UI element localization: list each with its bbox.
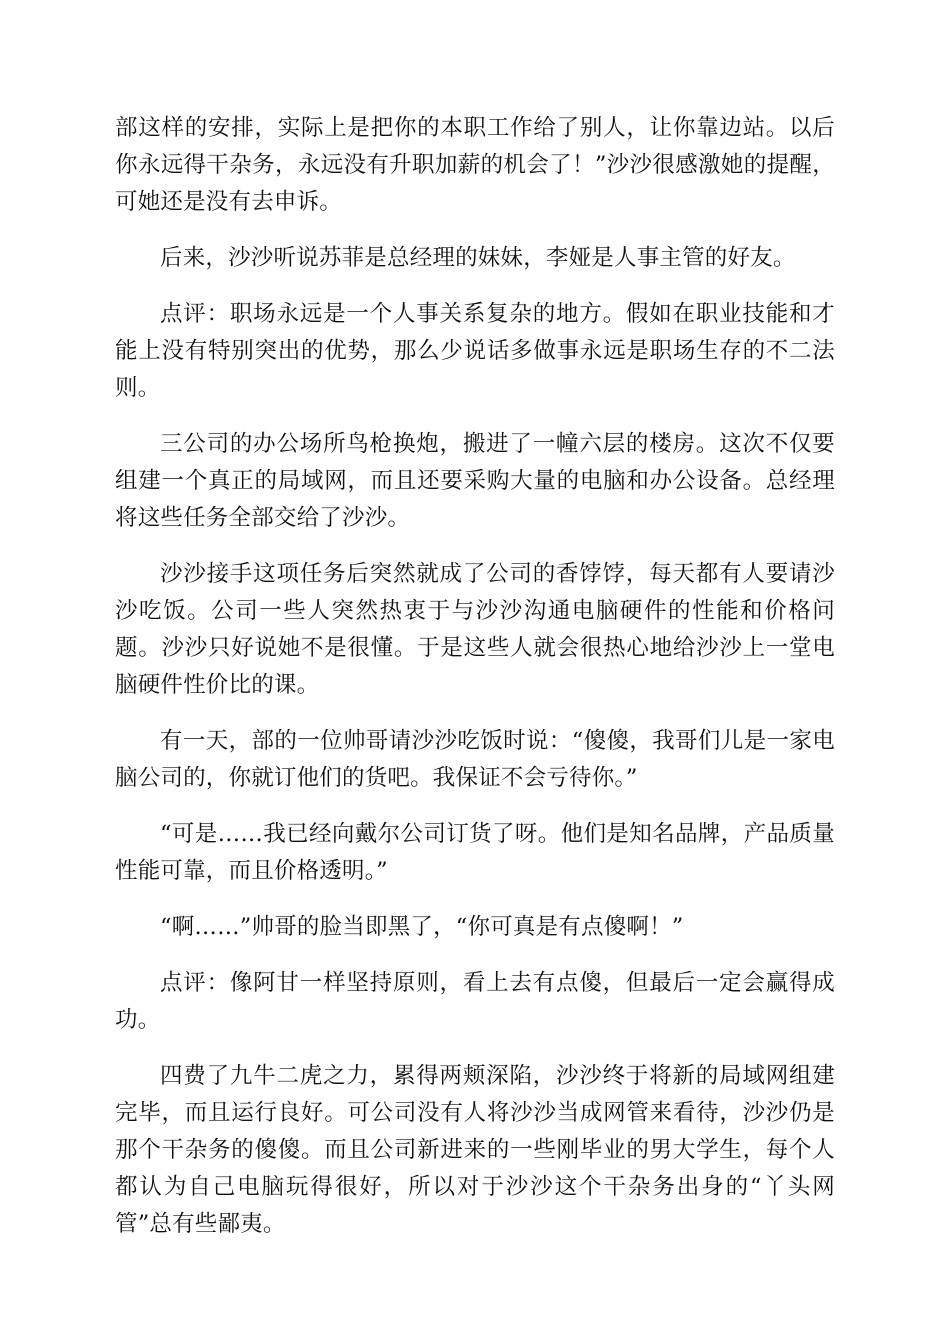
paragraph: 沙沙接手这项任务后突然就成了公司的香饽饽，每天都有人要请沙沙吃饭。公司一些人突然热衷于与沙沙沟通电脑硬件的性能和价格问题。沙沙只好说她不是很懂。于是这些人就会很热心地给沙沙上一堂电脑硬件性价比的课。 xyxy=(115,561,835,698)
paragraph: “可是……我已经向戴尔公司订货了呀。他们是知名品牌，产品质量性能可靠，而且价格透明。” xyxy=(115,821,835,884)
paragraph: 三公司的办公场所鸟枪换炮，搬进了一幢六层的楼房。这次不仅要组建一个真正的局域网，而且还要采购大量的电脑和办公设备。总经理将这些任务全部交给了沙沙。 xyxy=(115,431,835,531)
paragraph: 点评：像阿甘一样坚持原则，看上去有点傻，但最后一定会赢得成功。 xyxy=(115,970,835,1033)
paragraph: 四费了九牛二虎之力，累得两颊深陷，沙沙终于将新的局域网组建完毕，而且运行良好。可公司没有人将沙沙当成网管来看待，沙沙仍是那个干杂务的傻傻。而且公司新进来的一些刚毕业的男大学生，每个人都认为自己电脑玩得很好，所以对于沙沙这个干杂务出身的“丫头网管”总有些鄙夷。 xyxy=(115,1063,835,1237)
paragraph: 点评：职场永远是一个人事关系复杂的地方。假如在职业技能和才能上没有特别突出的优势，那么少说话多做事永远是职场生存的不二法则。 xyxy=(115,301,835,401)
paragraph: 部这样的安排，实际上是把你的本职工作给了别人，让你靠边站。以后你永远得干杂务，永远没有升职加薪的机会了！”沙沙很感激她的提醒，可她还是没有去申诉。 xyxy=(115,115,835,215)
paragraph: “啊……”帅哥的脸当即黑了，“你可真是有点傻啊！” xyxy=(160,914,684,940)
paragraph: 后来，沙沙听说苏菲是总经理的妹妹，李娅是人事主管的好友。 xyxy=(160,245,796,271)
document-body xyxy=(115,110,835,1262)
paragraph: 有一天，部的一位帅哥请沙沙吃饭时说：“傻傻，我哥们儿是一家电脑公司的，你就订他们的货吧。我保证不会亏待你。” xyxy=(115,728,835,791)
